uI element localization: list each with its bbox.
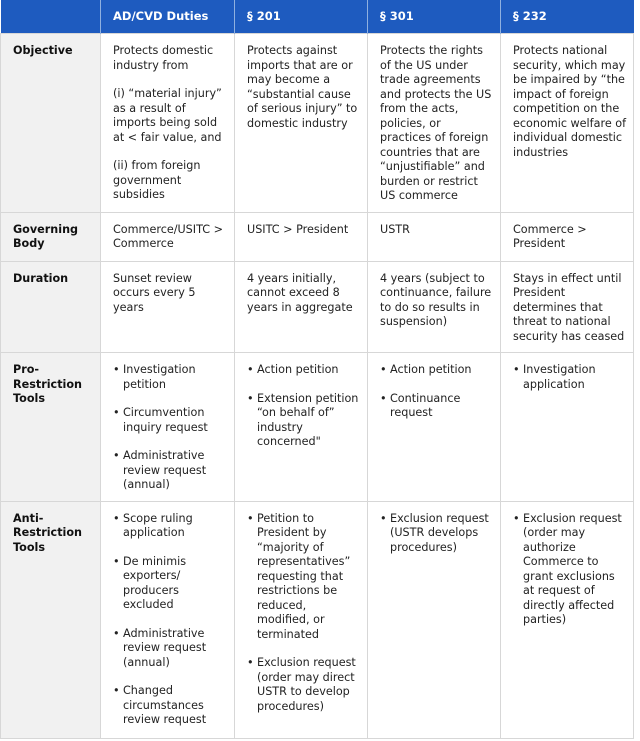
row-label-governing-body: Governing Body — [1, 212, 101, 261]
cell-pro-s232 — [501, 353, 634, 502]
list-item: • Scope ruling application — [113, 512, 228, 541]
cell-governing-s232: Commerce > President — [501, 212, 634, 261]
list-item: • Exclusion request (order may authorize Commerce to grant exclusions at request of directly affected parties) — [513, 512, 627, 628]
bullet-list — [380, 512, 494, 556]
row-label-duration: Duration — [1, 261, 101, 353]
list-item: • Extension petition “on behalf of” industry concerned" — [247, 392, 361, 450]
list-item: • De minimis exporters/ producers excluded — [113, 555, 228, 613]
cell-objective-s232: Protects national security, which may be impaired by “the impact of foreign competition on the economic welfare of individual domestic industries — [501, 34, 634, 213]
cell-objective-s301: Protects the rights of the US under trade agreements and protects the US from the acts, policies, or practices of foreign countries that are “unjustifiable” and burden or restrict US commerce — [368, 34, 501, 213]
row-label-objective: Objective — [1, 34, 101, 213]
cell-anti-s201 — [235, 501, 368, 738]
bullet-list — [247, 512, 361, 715]
header-s232: § 232 — [501, 0, 634, 34]
cell-anti-s301 — [368, 501, 501, 738]
header-row — [1, 0, 634, 34]
list-item: • Petition to President by “majority of representatives” requesting that restrictions be reduced, modified, or terminated — [247, 512, 361, 643]
cell-duration-adcvd: Sunset review occurs every 5 years — [101, 261, 235, 353]
cell-paragraph: Protects domestic industry from — [113, 44, 214, 72]
list-item: • Action petition — [247, 363, 361, 378]
bullet-list — [247, 363, 361, 450]
row-objective — [1, 34, 634, 213]
list-item: • Administrative review request (annual) — [113, 627, 228, 671]
cell-anti-s232 — [501, 501, 634, 738]
cell-duration-s232: Stays in effect until President determines that threat to national security has ceased — [501, 261, 634, 353]
cell-pro-adcvd — [101, 353, 235, 502]
cell-duration-s301: 4 years (subject to continuance, failure to do so results in suspension) — [368, 261, 501, 353]
bullet-list — [113, 512, 228, 728]
cell-paragraph: (ii) from foreign government subsidies — [113, 159, 201, 201]
header-adcvd: AD/CVD Duties — [101, 0, 235, 34]
row-anti-restriction-tools — [1, 501, 634, 738]
cell-pro-s201 — [235, 353, 368, 502]
cell-objective-s201: Protects against imports that are or may become a “substantial cause of serious injury” to domestic industry — [235, 34, 368, 213]
row-label-anti-restriction-tools: Anti-Restriction Tools — [1, 501, 101, 738]
bullet-list — [513, 512, 627, 628]
list-item: • Changed circumstances review request — [113, 684, 228, 728]
bullet-list — [113, 363, 228, 493]
list-item: • Investigation application — [513, 363, 627, 392]
row-governing-body — [1, 212, 634, 261]
list-item: • Exclusion request (order may direct USTR to develop procedures) — [247, 656, 361, 714]
row-pro-restriction-tools — [1, 353, 634, 502]
cell-governing-adcvd: Commerce/USITC > Commerce — [101, 212, 235, 261]
header-s301: § 301 — [368, 0, 501, 34]
row-duration — [1, 261, 634, 353]
header-s201: § 201 — [235, 0, 368, 34]
list-item: • Continuance request — [380, 392, 494, 421]
cell-anti-adcvd — [101, 501, 235, 738]
row-label-pro-restriction-tools: Pro-Restriction Tools — [1, 353, 101, 502]
bullet-list — [513, 363, 627, 392]
list-item: • Exclusion request (USTR develops procedures) — [380, 512, 494, 556]
cell-paragraph: (i) “material injury” as a result of imports being sold at < fair value, and — [113, 87, 222, 144]
cell-pro-s301 — [368, 353, 501, 502]
cell-duration-s201: 4 years initially, cannot exceed 8 years in aggregate — [235, 261, 368, 353]
cell-governing-s301: USTR — [368, 212, 501, 261]
list-item: • Administrative review request (annual) — [113, 449, 228, 493]
header-corner — [1, 0, 101, 34]
list-item: • Action petition — [380, 363, 494, 378]
cell-objective-adcvd — [101, 34, 235, 213]
list-item: • Investigation petition — [113, 363, 228, 392]
list-item: • Circumvention inquiry request — [113, 406, 228, 435]
cell-governing-s201: USITC > President — [235, 212, 368, 261]
bullet-list — [380, 363, 494, 421]
